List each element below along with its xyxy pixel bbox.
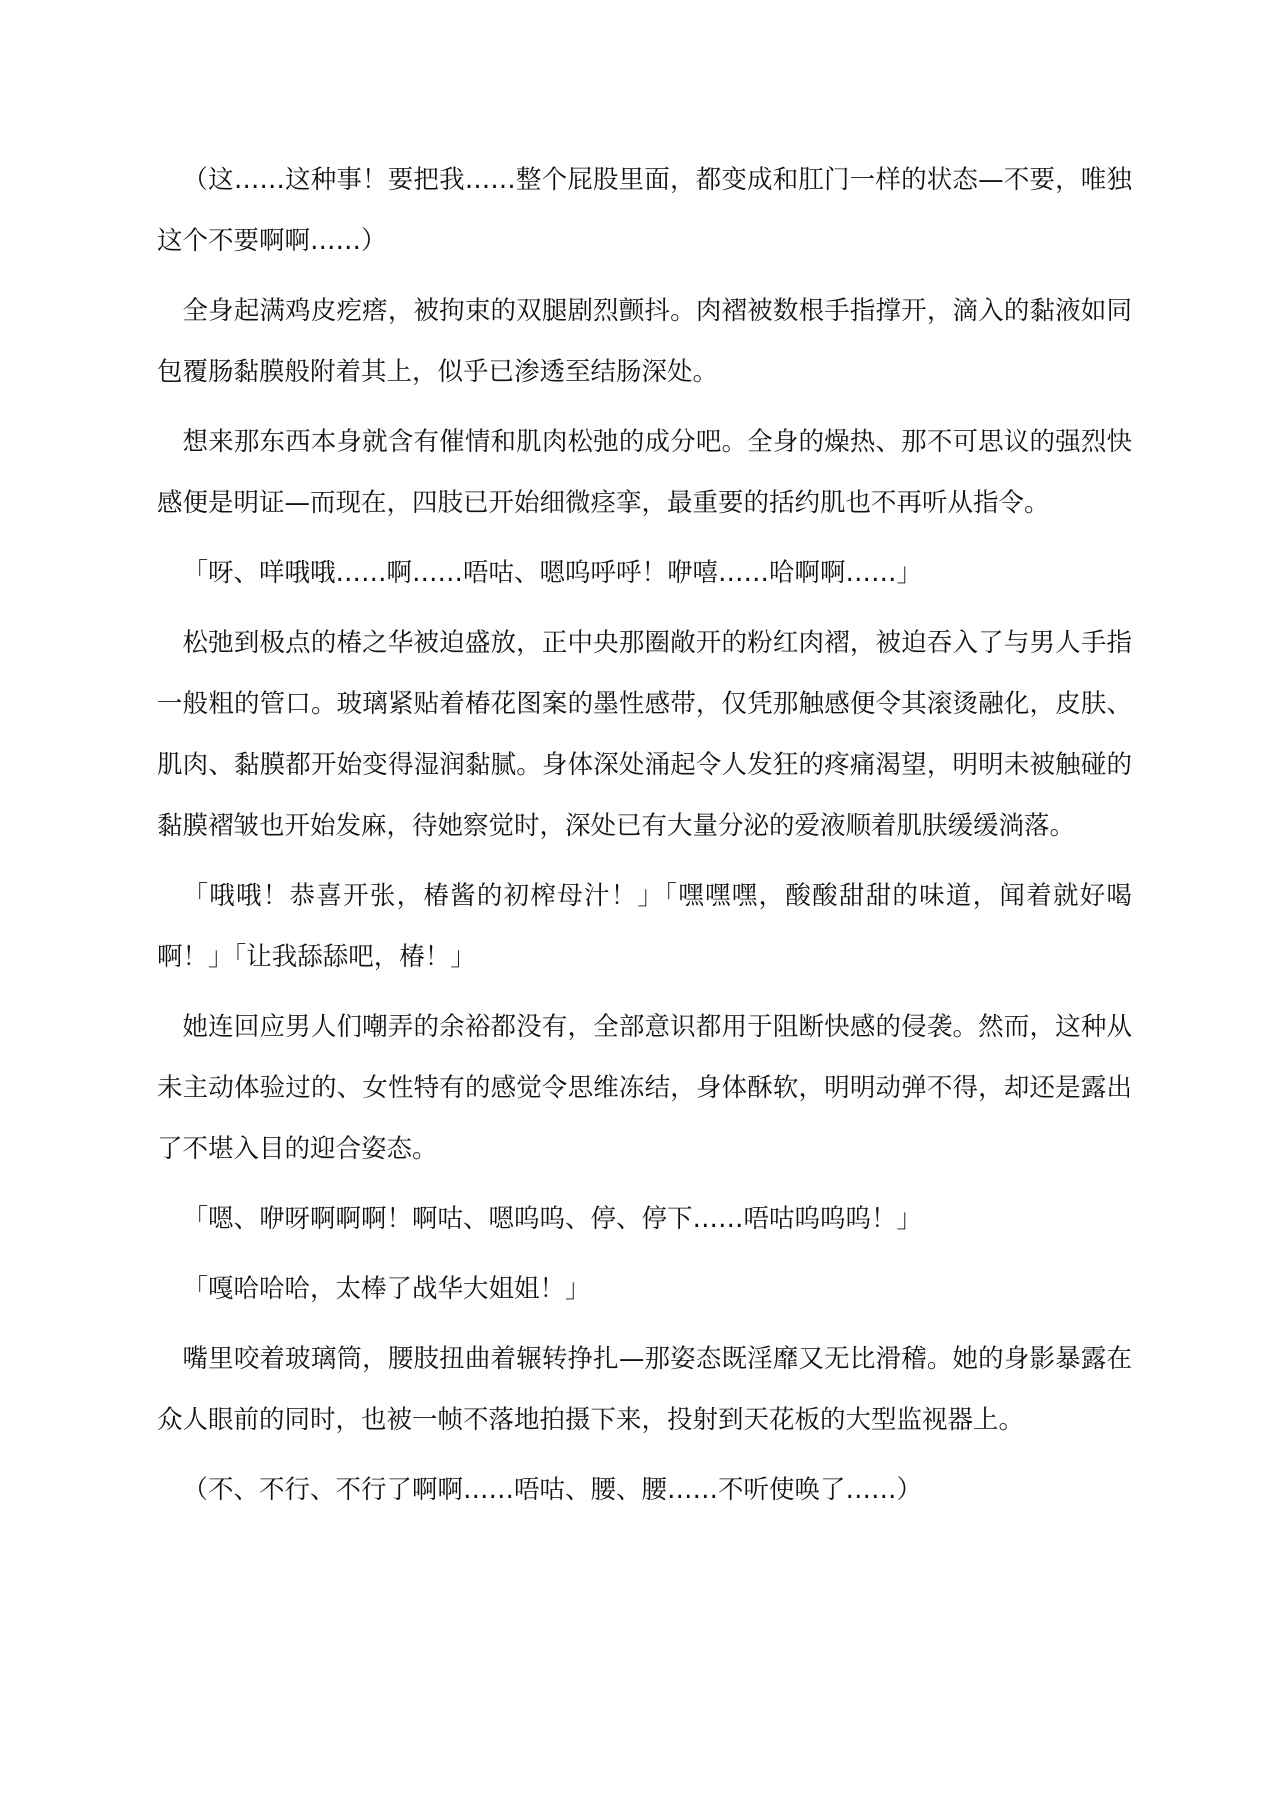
paragraph: 「哦哦！恭喜开张，椿酱的初榨母汁！」「嘿嘿嘿，酸酸甜甜的味道，闻着就好喝啊！」「让我舔舔吧，椿！」 bbox=[157, 881, 1132, 972]
paragraph: 全身起满鸡皮疙瘩，被拘束的双腿剧烈颤抖。肉褶被数根手指撑开，滴入的黏液如同包覆肠黏膜般附着其上，似乎已渗透至结肠深处。 bbox=[157, 296, 1132, 387]
paragraph: 「呀、咩哦哦……啊……唔咕、嗯呜呼呼！咿嘻……哈啊啊……」 bbox=[182, 558, 923, 588]
paragraph: （不、不行、不行了啊啊……唔咕、腰、腰……不听使唤了……） bbox=[182, 1475, 923, 1505]
paragraph: （这……这种事！要把我……整个屁股里面，都变成和肛门一样的状态—不要，唯独这个不要啊啊……） bbox=[157, 165, 1132, 256]
paragraph: 「嘎哈哈哈，太棒了战华大姐姐！」 bbox=[182, 1274, 591, 1304]
paragraph: 嘴里咬着玻璃筒，腰肢扭曲着辗转挣扎—那姿态既淫靡又无比滑稽。她的身影暴露在众人眼前的同时，也被一帧不落地拍摄下来，投射到天花板的大型监视器上。 bbox=[157, 1344, 1132, 1435]
paragraph: 「嗯、咿呀啊啊啊！啊咕、嗯呜呜、停、停下……唔咕呜呜呜！」 bbox=[182, 1204, 923, 1234]
paragraph: 她连回应男人们嘲弄的余裕都没有，全部意识都用于阻断快感的侵袭。然而，这种从未主动体验过的、女性特有的感觉令思维冻结，身体酥软，明明动弹不得，却还是露出了不堪入目的迎合姿态。 bbox=[157, 1012, 1132, 1164]
paragraph: 松弛到极点的椿之华被迫盛放，正中央那圈敞开的粉红肉褶，被迫吞入了与男人手指一般粗的管口。玻璃紧贴着椿花图案的墨性感带，仅凭那触感便令其滚烫融化，皮肤、肌肉、黏膜都开始变得湿润黏腻。身体深处涌起令人发狂的疼痛渴望，明明未被触碰的黏膜褶皱也开始发麻，待她察觉时，深处已有大量分泌的爱液顺着肌肤缓缓淌落。 bbox=[157, 628, 1132, 841]
paragraph: 想来那东西本身就含有催情和肌肉松弛的成分吧。全身的燥热、那不可思议的强烈快感便是明证—而现在，四肢已开始细微痉挛，最重要的括约肌也不再听从指令。 bbox=[157, 427, 1132, 518]
